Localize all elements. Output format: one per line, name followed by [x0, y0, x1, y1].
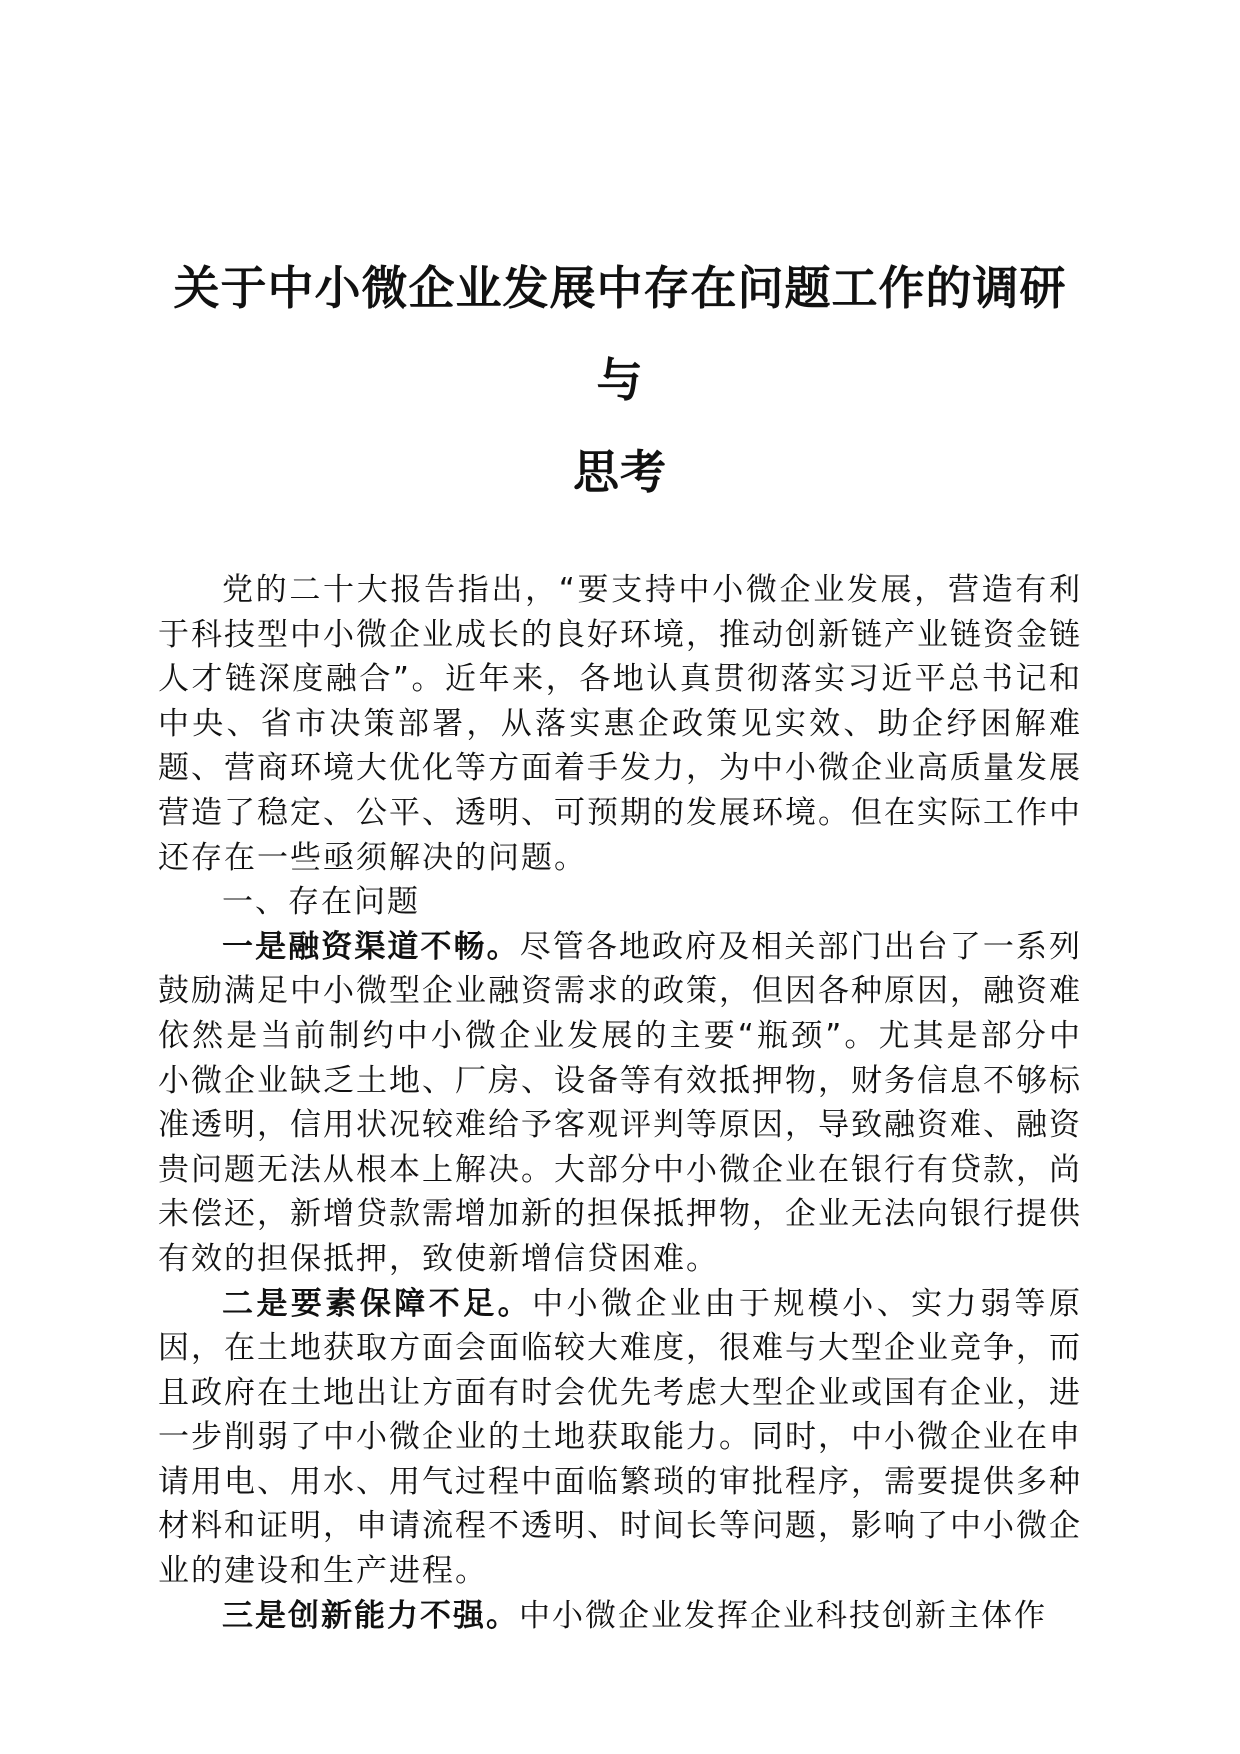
problem-text-2: 中小微企业由于规模小、实力弱等原因，在土地获取方面会面临较大难度，很难与大型企业竞争，而且政府在土地出让方面有时会优先考虑大型企业或国有企业，进一步削弱了中小微企业的土地获取能力。同时，中小微企业在申请用电、用水、用气过程中面临繁琐的审批程序，需要提供多种材料和证明，申请流程不透明、时间长等问题，影响了中小微企业的建设和生产进程。	[158, 1285, 1082, 1590]
problem-paragraph-2	[158, 1282, 1082, 1594]
problem-lead-1: 一是融资渠道不畅。	[222, 928, 520, 965]
problem-text-1: 尽管各地政府及相关部门出台了一系列鼓励满足中小微型企业融资需求的政策，但因各种原因，融资难依然是当前制约中小微企业发展的主要“瓶颈”。尤其是部分中小微企业缺乏土地、厂房、设备等有效抵押物，财务信息不够标准透明，信用状况较难给予客观评判等原因，导致融资难、融资贵问题无法从根本上解决。大部分中小微企业在银行有贷款，尚未偿还，新增贷款需增加新的担保抵押物，企业无法向银行提供有效的担保抵押，致使新增信贷困难。	[158, 928, 1083, 1277]
problem-paragraph-3	[158, 1594, 1082, 1639]
problem-lead-3: 三是创新能力不强。	[222, 1597, 519, 1634]
section-heading: 一、存在问题	[222, 884, 420, 921]
intro-paragraph: 党的二十大报告指出，“要支持中小微企业发展，营造有利于科技型中小微企业成长的良好环境，推动创新链产业链资金链人才链深度融合”。近年来，各地认真贯彻落实习近平总书记和中央、省市决策部署，从落实惠企政策见实效、助企纾困解难题、营商环境大优化等方面着手发力，为中小微企业高质量发展营造了稳定、公平、透明、可预期的发展环境。但在实际工作中还存在一些亟须解决的问题。	[158, 572, 1082, 876]
document-title-line-2: 思考	[573, 445, 667, 499]
problem-paragraph-1	[158, 925, 1082, 1282]
problem-lead-2: 二是要素保障不足。	[222, 1285, 533, 1322]
document-title-line-1: 关于中小微企业发展中存在问题工作的调研与	[173, 261, 1067, 407]
document-title	[158, 242, 1082, 518]
problem-text-3: 中小微企业发挥企业科技创新主体作	[519, 1597, 1047, 1634]
document-body	[158, 568, 1082, 1638]
